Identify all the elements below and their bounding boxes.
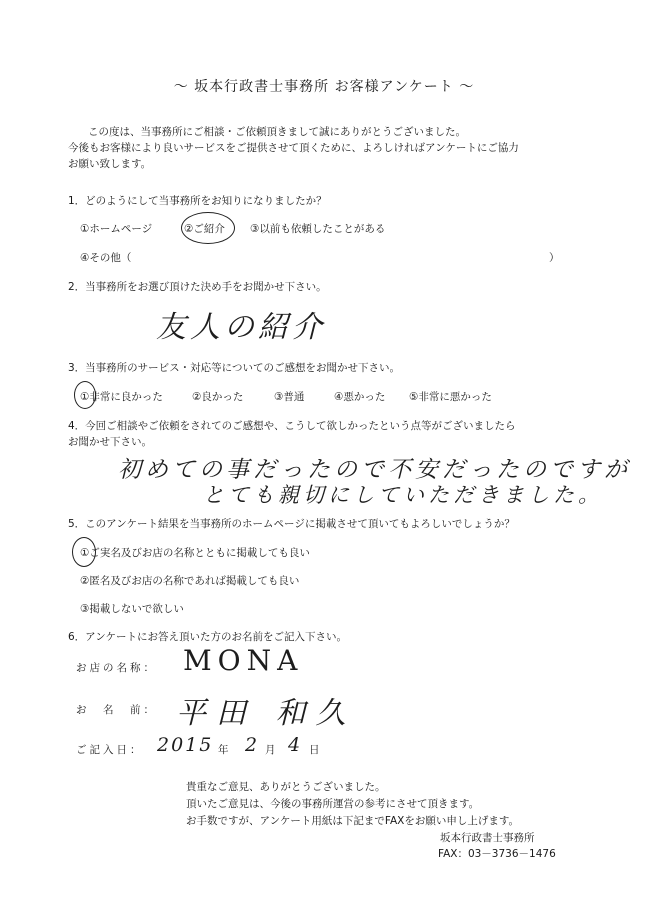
q1-option-previous[interactable]: ③以前も依頼したことがある bbox=[250, 223, 386, 235]
footer-fax-request: お手数ですが、アンケート用紙は下記までFAXをお願い申し上げます。 bbox=[186, 815, 519, 827]
q3-option-good[interactable]: ②良かった bbox=[192, 391, 244, 403]
q1-option-referral[interactable]: ②ご紹介 bbox=[184, 223, 225, 235]
intro-line-1: この度は、当事務所にご相談・ご依頼頂きまして誠にありがとうございました。 bbox=[88, 126, 466, 138]
q3-question: 3．当事務所のサービス・対応等についてのご感想をお聞かせ下さい。 bbox=[68, 362, 400, 374]
q1-question: 1．どのようにして当事務所をお知りになりましたか？ bbox=[68, 195, 327, 207]
footer-thanks: 貴重なご意見、ありがとうございました。 bbox=[186, 781, 386, 793]
q1-option-homepage[interactable]: ①ホームページ bbox=[80, 223, 153, 235]
date-year-value[interactable]: 2015 bbox=[157, 734, 214, 756]
q5-question: 5．このアンケート結果を当事務所のホームページに掲載させて頂いてもよろしいでしょうか？ bbox=[68, 518, 515, 530]
q5-option-real-name[interactable]: ①ご実名及びお店の名称とともに掲載しても良い bbox=[80, 547, 310, 559]
date-day-value[interactable]: 4 bbox=[288, 734, 305, 756]
date-year-unit: 年 bbox=[218, 744, 232, 756]
person-name-value[interactable]: 平田 和久 bbox=[176, 696, 356, 731]
intro-line-3: お願い致します。 bbox=[68, 158, 152, 170]
q3-option-very-bad[interactable]: ⑤非常に悪かった bbox=[409, 391, 492, 403]
page-title: ～ 坂本行政書士事務所 お客様アンケート ～ bbox=[173, 79, 475, 95]
date-day-unit: 日 bbox=[309, 744, 323, 756]
footer-fax-number: FAX：03－3736－1476 bbox=[438, 848, 556, 860]
q4-question-line-1: 4．今回ご相談やご依頼をされてのご感想や、こうして欲しかったという点等がございましたら bbox=[68, 420, 516, 432]
q3-option-bad[interactable]: ④悪かった bbox=[334, 391, 386, 403]
footer-note: 頂いたご意見は、今後の事務所運営の参考にさせて頂きます。 bbox=[186, 798, 480, 810]
shop-name-value[interactable]: MONA bbox=[183, 644, 304, 677]
q1-other-close: ） bbox=[549, 252, 560, 264]
date-month-value[interactable]: 2 bbox=[245, 734, 262, 756]
selection-circle-mark bbox=[72, 537, 96, 567]
q1-option-other[interactable]: ④その他（ bbox=[80, 252, 132, 264]
intro-line-2: 今後もお客様により良いサービスをご提供させて頂くために、よろしければアンケートにご協力 bbox=[68, 142, 519, 154]
q3-option-very-good[interactable]: ①非常に良かった bbox=[80, 391, 163, 403]
q2-handwritten-answer: 友人の紹介 bbox=[156, 310, 326, 345]
person-name-label: お 名 前： bbox=[76, 704, 157, 716]
q3-option-neutral[interactable]: ③普通 bbox=[274, 391, 305, 403]
q2-question: 2．当事務所をお選び頂けた決め手をお聞かせ下さい。 bbox=[68, 281, 327, 293]
footer-office-name: 坂本行政書士事務所 bbox=[440, 832, 535, 844]
q4-question-line-2: お聞かせ下さい。 bbox=[68, 436, 152, 448]
shop-name-label: お店の名称： bbox=[76, 662, 157, 674]
selection-circle-mark bbox=[181, 212, 235, 244]
date-month-unit: 月 bbox=[265, 744, 279, 756]
q5-option-no-publish[interactable]: ③掲載しないで欲しい bbox=[80, 603, 184, 615]
date-label: ご記入日： bbox=[76, 744, 144, 756]
q4-handwritten-answer-line-2: とても親切にしていただきました。 bbox=[203, 483, 603, 507]
q6-question: 6．アンケートにお答え頂いた方のお名前をご記入下さい。 bbox=[68, 631, 348, 643]
selection-circle-mark bbox=[74, 381, 96, 409]
q4-handwritten-answer-line-1: 初めての事だったので不安だったのですが bbox=[118, 457, 631, 483]
q5-option-anonymous[interactable]: ②匿名及びお店の名称であれば掲載しても良い bbox=[80, 575, 300, 587]
